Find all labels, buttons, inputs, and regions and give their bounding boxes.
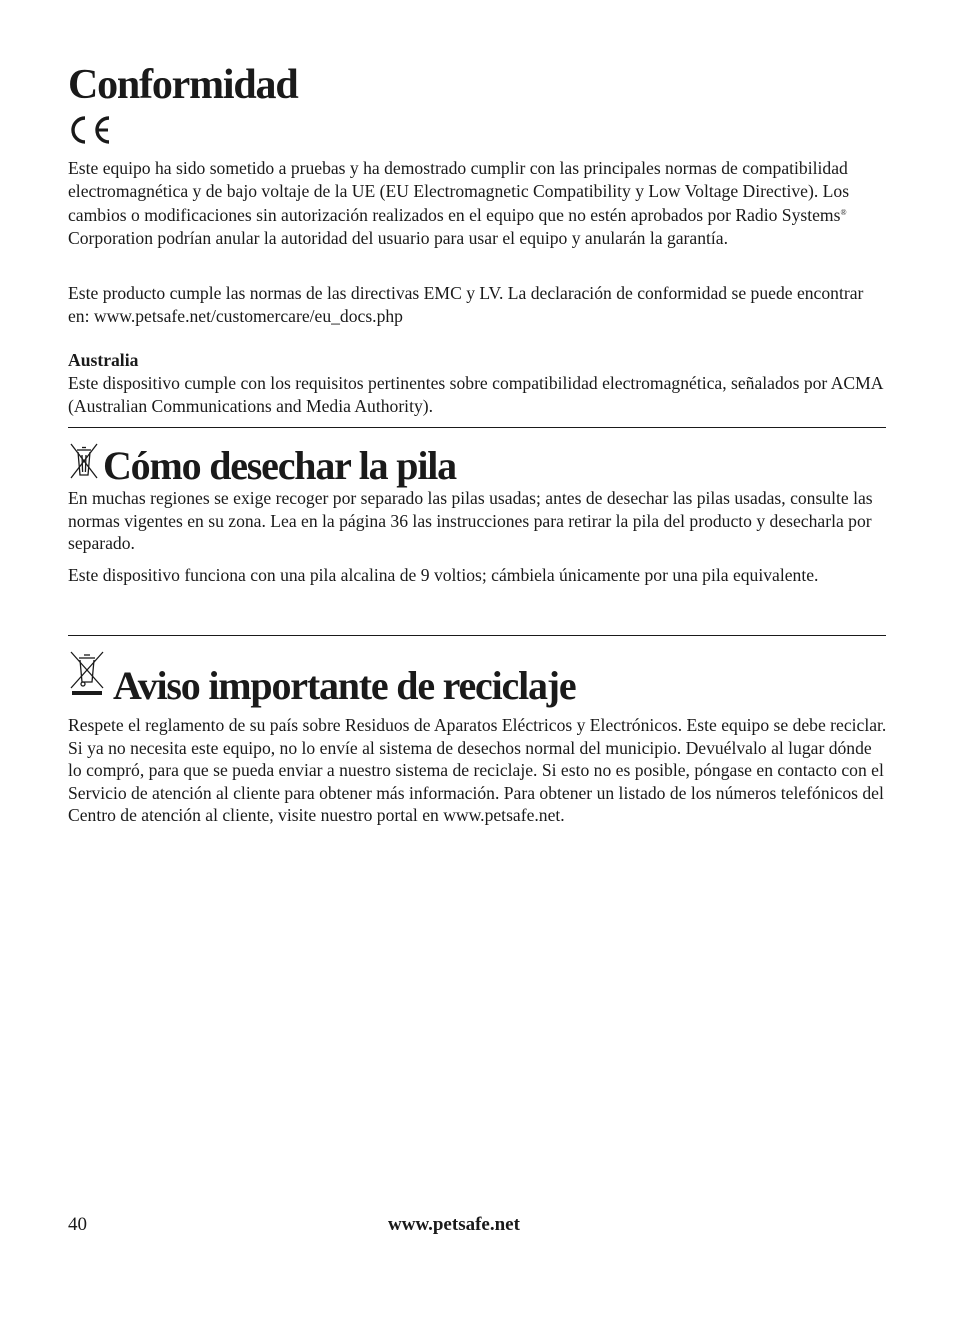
footer-url: www.petsafe.net xyxy=(388,1214,520,1235)
conformity-text-part2: Corporation podrían anular la autoridad del usuario para usar el equipo y anularán la garantía. xyxy=(68,227,729,248)
australia-paragraph: Este dispositivo cumple con los requisitos pertinentes sobre compatibilidad electromagnética, señalados por ACMA (Australian Communications and Media Authority). xyxy=(68,373,883,416)
section-divider xyxy=(68,635,886,636)
conformity-paragraph xyxy=(68,157,888,249)
section-title-recycling: Aviso importante de reciclaje xyxy=(113,663,576,708)
australia-heading: Australia xyxy=(68,350,139,370)
battery-paragraph-1: En muchas regiones se exige recoger por separado las pilas usadas; antes de desechar las pilas usadas, consulte las normas vigentes en su zona. Lea en la página 36 las instrucciones para retirar la pila del producto y desecharla por separado. xyxy=(68,488,873,554)
page-number: 40 xyxy=(68,1214,87,1235)
declaration-paragraph: Este producto cumple las normas de las directivas EMC y LV. La declaración de conformidad se puede encontrar en: www.petsafe.net/customercare/eu_docs.php xyxy=(68,283,864,326)
crossed-bin-icon xyxy=(68,442,100,480)
recycling-paragraph: Respete el reglamento de su país sobre Residuos de Aparatos Eléctricos y Electrónicos. Este equipo se debe reciclar. Si ya no necesita este equipo, no lo envíe al sistema de desechos normal del municipio. Devuélvalo al lugar dónde lo compró, para que se pueda enviar a nuestro sistema de reciclaje. Si esto no es posible, póngase en contacto con el Servicio de atención al cliente para obtener más información. Para obtener un listado de los números telefónicos del Centro de atención al cliente, visite nuestro portal en www.petsafe.net. xyxy=(68,715,887,826)
section-title-conformidad: Conformidad xyxy=(68,62,298,108)
weee-bin-icon xyxy=(68,650,106,696)
section-divider xyxy=(68,427,886,428)
section-title-battery-disposal: Cómo desechar la pila xyxy=(103,443,456,488)
registered-mark: ® xyxy=(840,208,847,218)
battery-paragraph-2: Este dispositivo funciona con una pila alcalina de 9 voltios; cámbiela únicamente por una pila equivalente. xyxy=(68,565,819,585)
ce-mark-icon xyxy=(68,114,114,146)
conformity-text-part1: Este equipo ha sido sometido a pruebas y ha demostrado cumplir con las principales normas de compatibilidad electromagnética y de bajo voltaje de la UE (EU Electromagnetic Compatibility y Low Voltage Directive). Los cambios o modificaciones sin autorización realizados en el equipo que no estén aprobados por Radio Systems xyxy=(68,158,850,226)
